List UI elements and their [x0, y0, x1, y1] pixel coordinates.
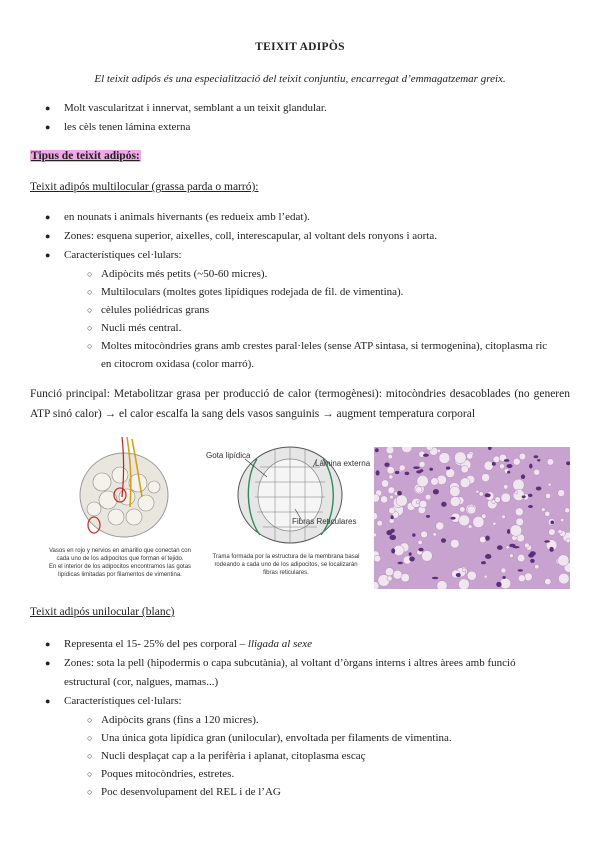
- point-line: estructural (cor, nalgues, mamas...): [64, 676, 219, 688]
- intro-text: El teixit adipós és una especialització del teixit conjuntiu, encarregat d’emmagatzemar greix.: [94, 73, 506, 85]
- list-item: ○ Nucli més central.: [87, 319, 547, 337]
- label-lamina: Làmina externa: [315, 459, 371, 468]
- multilocular-heading: Teixit adipós multilocular (grassa parda o marró):: [30, 181, 259, 193]
- caption-line: cada uno de los adipocitos que forman el tejido.: [56, 556, 184, 562]
- point-line: Zones: sota la pell (hipodermis o capa subcutània), al voltant d’òrgans interns i altres àrees amb funció: [64, 657, 516, 669]
- list-item: ○ Adipòcits més petits (~50-60 micres).: [87, 265, 547, 283]
- point-italic: lligada al sexe: [247, 638, 313, 650]
- list-item: [45, 635, 516, 654]
- caption-line: lipídicas limitadas por filamentos de vimentina.: [58, 572, 182, 578]
- caption-line: Vasos en rojo y nervios en amarillo que conectan con: [49, 548, 191, 554]
- list-item: ○ Adipòcits grans (fins a 120 micres).: [87, 711, 516, 729]
- list-item: [45, 692, 516, 801]
- list-item: ○ Multiloculars (moltes gotes lipídiques rodejada de fil. de vimentina).: [87, 283, 547, 301]
- feature-line: en citocrom oxidasa (color marró).: [101, 358, 255, 370]
- unilocular-heading: Teixit adipós unilocular (blanc): [30, 606, 175, 618]
- list-item: ○ Poques mitocòndries, estretes.: [87, 765, 516, 783]
- label-droplet: Gota lipídica: [206, 451, 251, 460]
- list-item: ○ Nucli desplaçat cap a la perifèria i aplanat, citoplasma escaç: [87, 747, 516, 765]
- point-text: Representa el 15- 25% del pes corporal –: [64, 638, 248, 650]
- cell-features-label: Característiques cel·lulars:: [64, 249, 182, 261]
- brown-fat-illustration: [72, 437, 182, 545]
- figure2-caption: [202, 553, 370, 577]
- cell-features-label: Característiques cel·lulars:: [64, 695, 182, 707]
- function-line: Funció principal: Metabolitzar grasa per producció de calor (termogènesi): mitocòndries desacoblades (no generen: [30, 388, 570, 400]
- list-item: ● en nounats i animals hivernants (es redueix amb l’edat).: [45, 208, 547, 227]
- list-item: ● Zones: esquena superior, aixelles, coll, interescapular, al voltant dels ronyons i aorta.: [45, 227, 547, 246]
- figure1-caption: [35, 547, 205, 579]
- general-points-list: [45, 99, 327, 137]
- list-item: [45, 654, 516, 692]
- multilocular-points: [45, 208, 547, 373]
- multilocular-cell-features: [64, 265, 547, 373]
- caption-line: Trama formada por la estructura de la membrana basal: [212, 554, 360, 560]
- list-item: ● les cèls tenen lámina externa: [45, 118, 327, 137]
- feature-line: Moltes mitocòndries grans amb crestes paral·leles (sense ATP sintasa, si termogenina), citoplasma ric: [101, 340, 548, 352]
- types-heading: Tipus de teixit adipós:: [31, 150, 140, 162]
- function-paragraph: [30, 384, 570, 424]
- brown-fat-micrograph: [374, 447, 570, 589]
- list-item: [45, 246, 547, 373]
- function-line: ATP sinó calor) → el calor escalfa la sang dels vasos sanguinis → augment temperatura corporal: [30, 408, 476, 420]
- caption-line: En el interior de los adipocitos encontramos las gotas: [48, 564, 192, 570]
- list-item: ○ Poc desenvolupament del REL i de l’AG: [87, 783, 516, 801]
- page-title: TEIXIT ADIPÒS: [255, 41, 345, 53]
- unilocular-points: [45, 635, 516, 801]
- label-fibers: Fibras Reticulares: [292, 517, 357, 526]
- list-item: ○ cèlules poliédricas grans: [87, 301, 547, 319]
- unilocular-cell-features: [64, 711, 516, 801]
- caption-line: rodeando a cada uno de los adipocitos, se localizarán: [214, 562, 358, 568]
- list-item: ● Molt vascularitzat i innervat, semblant a un teixit glandular.: [45, 99, 327, 118]
- caption-line: fibras reticulares.: [263, 570, 309, 576]
- list-item: ○ Una única gota lipídica gran (unilocular), envoltada per filaments de vimentina.: [87, 729, 516, 747]
- list-item: [87, 337, 547, 373]
